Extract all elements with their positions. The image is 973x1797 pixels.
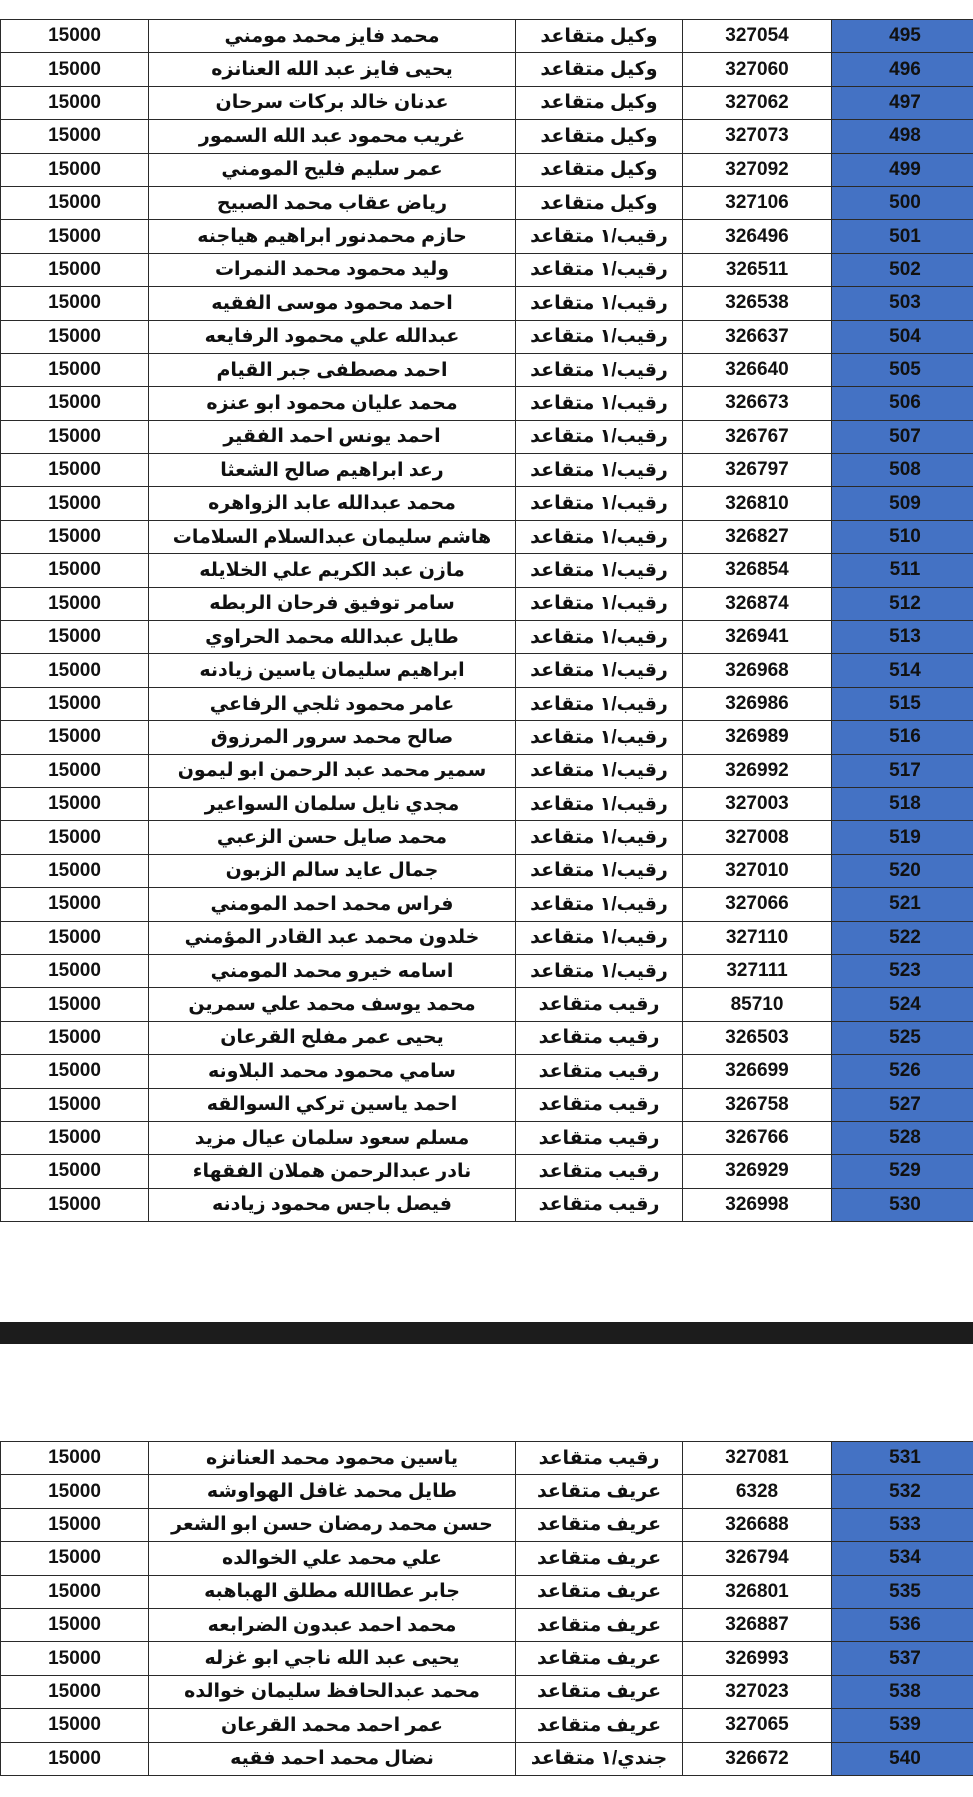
name-cell: نضال محمد احمد فقيه — [149, 1742, 516, 1775]
id-number-cell: 326998 — [683, 1188, 832, 1221]
name-cell: احمد مصطفى جبر القيام — [149, 353, 516, 386]
amount-cell: 15000 — [1, 554, 149, 587]
table-row — [1, 787, 973, 820]
id-number-cell: 326993 — [683, 1642, 832, 1675]
id-number-cell: 327010 — [683, 854, 832, 887]
sequence-number-cell: 539 — [832, 1709, 973, 1742]
id-number-cell: 326874 — [683, 587, 832, 620]
table-row — [1, 1155, 973, 1188]
rank-cell: رقيب/١ متقاعد — [516, 787, 683, 820]
table-row — [1, 20, 973, 53]
name-cell: اسامه خيرو محمد المومني — [149, 954, 516, 987]
sequence-number-cell: 537 — [832, 1642, 973, 1675]
table-row — [1, 253, 973, 286]
name-cell: حازم محمدنور ابراهيم هياجنه — [149, 220, 516, 253]
id-number-cell: 327054 — [683, 20, 832, 53]
table-row — [1, 1675, 973, 1708]
table-body — [1, 1442, 973, 1776]
amount-cell: 15000 — [1, 1155, 149, 1188]
amount-cell: 15000 — [1, 1642, 149, 1675]
amount-cell: 15000 — [1, 53, 149, 86]
table-row — [1, 1021, 973, 1054]
rank-cell: رقيب/١ متقاعد — [516, 253, 683, 286]
name-cell: رعد ابراهيم صالح الشعثا — [149, 454, 516, 487]
id-number-cell: 326699 — [683, 1055, 832, 1088]
amount-cell: 15000 — [1, 420, 149, 453]
table-row — [1, 954, 973, 987]
id-number-cell: 327023 — [683, 1675, 832, 1708]
amount-cell: 15000 — [1, 1542, 149, 1575]
id-number-cell: 326637 — [683, 320, 832, 353]
name-cell: سامر توفيق فرحان الربطه — [149, 587, 516, 620]
name-cell: ياسين محمود محمد العنانزه — [149, 1442, 516, 1475]
amount-cell: 15000 — [1, 454, 149, 487]
sequence-number-cell: 509 — [832, 487, 973, 520]
sequence-number-cell: 513 — [832, 621, 973, 654]
table-row — [1, 1709, 973, 1742]
rank-cell: عريف متقاعد — [516, 1575, 683, 1608]
rank-cell: رقيب متقاعد — [516, 1442, 683, 1475]
amount-cell: 15000 — [1, 854, 149, 887]
rank-cell: جندي/١ متقاعد — [516, 1742, 683, 1775]
name-cell: محمد احمد عبدون الضرابعه — [149, 1608, 516, 1641]
rank-cell: عريف متقاعد — [516, 1608, 683, 1641]
rank-cell: رقيب/١ متقاعد — [516, 487, 683, 520]
retirees-table-top — [0, 19, 973, 1222]
amount-cell: 15000 — [1, 1088, 149, 1121]
id-number-cell: 327062 — [683, 86, 832, 119]
name-cell: مجدي نايل سلمان السواعير — [149, 787, 516, 820]
name-cell: حسن محمد رمضان حسن ابو الشعر — [149, 1508, 516, 1541]
id-number-cell: 326797 — [683, 454, 832, 487]
name-cell: رياض عقاب محمد الصبيح — [149, 186, 516, 219]
rank-cell: رقيب/١ متقاعد — [516, 654, 683, 687]
sequence-number-cell: 540 — [832, 1742, 973, 1775]
table-row — [1, 287, 973, 320]
sequence-number-cell: 520 — [832, 854, 973, 887]
id-number-cell: 327110 — [683, 921, 832, 954]
amount-cell: 15000 — [1, 754, 149, 787]
amount-cell: 15000 — [1, 220, 149, 253]
rank-cell: رقيب متقاعد — [516, 1188, 683, 1221]
rank-cell: رقيب/١ متقاعد — [516, 754, 683, 787]
table-row — [1, 153, 973, 186]
rank-cell: رقيب/١ متقاعد — [516, 687, 683, 720]
rank-cell: عريف متقاعد — [516, 1475, 683, 1508]
name-cell: عمر احمد محمد القرعان — [149, 1709, 516, 1742]
amount-cell: 15000 — [1, 287, 149, 320]
amount-cell: 15000 — [1, 1709, 149, 1742]
amount-cell: 15000 — [1, 86, 149, 119]
amount-cell: 15000 — [1, 1475, 149, 1508]
rank-cell: عريف متقاعد — [516, 1642, 683, 1675]
sequence-number-cell: 510 — [832, 520, 973, 553]
rank-cell: رقيب متقاعد — [516, 1088, 683, 1121]
table-row — [1, 1121, 973, 1154]
id-number-cell: 327065 — [683, 1709, 832, 1742]
name-cell: محمد عبدالحافظ سليمان خوالده — [149, 1675, 516, 1708]
name-cell: يحيى عبد الله ناجي ابو غزله — [149, 1642, 516, 1675]
id-number-cell: 326511 — [683, 253, 832, 286]
table-row — [1, 220, 973, 253]
amount-cell: 15000 — [1, 120, 149, 153]
amount-cell: 15000 — [1, 721, 149, 754]
table-row — [1, 1575, 973, 1608]
name-cell: احمد محمود موسى الفقيه — [149, 287, 516, 320]
name-cell: احمد يونس احمد الفقير — [149, 420, 516, 453]
id-number-cell: 326767 — [683, 420, 832, 453]
id-number-cell: 326758 — [683, 1088, 832, 1121]
rank-cell: عريف متقاعد — [516, 1508, 683, 1541]
table-row — [1, 186, 973, 219]
id-number-cell: 327008 — [683, 821, 832, 854]
name-cell: فيصل باجس محمود زيادنه — [149, 1188, 516, 1221]
sequence-number-cell: 532 — [832, 1475, 973, 1508]
sequence-number-cell: 508 — [832, 454, 973, 487]
sequence-number-cell: 531 — [832, 1442, 973, 1475]
rank-cell: رقيب/١ متقاعد — [516, 220, 683, 253]
sequence-number-cell: 511 — [832, 554, 973, 587]
table-row — [1, 1542, 973, 1575]
sequence-number-cell: 506 — [832, 387, 973, 420]
id-number-cell: 85710 — [683, 988, 832, 1021]
rank-cell: وكيل متقاعد — [516, 53, 683, 86]
table-row — [1, 86, 973, 119]
sequence-number-cell: 515 — [832, 687, 973, 720]
rank-cell: وكيل متقاعد — [516, 186, 683, 219]
amount-cell: 15000 — [1, 587, 149, 620]
id-number-cell: 326929 — [683, 1155, 832, 1188]
table-body — [1, 20, 973, 1222]
table-row — [1, 1642, 973, 1675]
table-row — [1, 353, 973, 386]
amount-cell: 15000 — [1, 186, 149, 219]
id-number-cell: 326640 — [683, 353, 832, 386]
table-row — [1, 854, 973, 887]
table-row — [1, 520, 973, 553]
sequence-number-cell: 535 — [832, 1575, 973, 1608]
amount-cell: 15000 — [1, 487, 149, 520]
sequence-number-cell: 504 — [832, 320, 973, 353]
sequence-number-cell: 517 — [832, 754, 973, 787]
name-cell: جمال عايد سالم الزبون — [149, 854, 516, 887]
sequence-number-cell: 533 — [832, 1508, 973, 1541]
id-number-cell: 326887 — [683, 1608, 832, 1641]
rank-cell: عريف متقاعد — [516, 1675, 683, 1708]
retirees-table-bottom — [0, 1441, 973, 1776]
id-number-cell: 327081 — [683, 1442, 832, 1475]
rank-cell: رقيب/١ متقاعد — [516, 587, 683, 620]
id-number-cell: 326989 — [683, 721, 832, 754]
id-number-cell: 326827 — [683, 520, 832, 553]
name-cell: عامر محمود ثلجي الرفاعي — [149, 687, 516, 720]
amount-cell: 15000 — [1, 621, 149, 654]
amount-cell: 15000 — [1, 1121, 149, 1154]
table-row — [1, 1088, 973, 1121]
id-number-cell: 326810 — [683, 487, 832, 520]
amount-cell: 15000 — [1, 888, 149, 921]
rank-cell: رقيب/١ متقاعد — [516, 353, 683, 386]
sequence-number-cell: 526 — [832, 1055, 973, 1088]
sequence-number-cell: 516 — [832, 721, 973, 754]
name-cell: نادر عبدالرحمن هملان الفقهاء — [149, 1155, 516, 1188]
amount-cell: 15000 — [1, 954, 149, 987]
rank-cell: عريف متقاعد — [516, 1542, 683, 1575]
sequence-number-cell: 519 — [832, 821, 973, 854]
amount-cell: 15000 — [1, 520, 149, 553]
id-number-cell: 326503 — [683, 1021, 832, 1054]
rank-cell: رقيب/١ متقاعد — [516, 420, 683, 453]
id-number-cell: 327066 — [683, 888, 832, 921]
sequence-number-cell: 528 — [832, 1121, 973, 1154]
id-number-cell: 326794 — [683, 1542, 832, 1575]
rank-cell: رقيب/١ متقاعد — [516, 287, 683, 320]
sequence-number-cell: 500 — [832, 186, 973, 219]
rank-cell: وكيل متقاعد — [516, 153, 683, 186]
amount-cell: 15000 — [1, 1055, 149, 1088]
amount-cell: 15000 — [1, 1508, 149, 1541]
table-row — [1, 454, 973, 487]
rank-cell: رقيب متقاعد — [516, 1155, 683, 1188]
sequence-number-cell: 522 — [832, 921, 973, 954]
id-number-cell: 326992 — [683, 754, 832, 787]
id-number-cell: 326672 — [683, 1742, 832, 1775]
rank-cell: رقيب/١ متقاعد — [516, 721, 683, 754]
table-row — [1, 921, 973, 954]
sequence-number-cell: 507 — [832, 420, 973, 453]
amount-cell: 15000 — [1, 988, 149, 1021]
sequence-number-cell: 527 — [832, 1088, 973, 1121]
name-cell: مسلم سعود سلمان عيال مزيد — [149, 1121, 516, 1154]
name-cell: محمد صايل حسن الزعبي — [149, 821, 516, 854]
name-cell: فراس محمد احمد المومني — [149, 888, 516, 921]
rank-cell: وكيل متقاعد — [516, 86, 683, 119]
id-number-cell: 326673 — [683, 387, 832, 420]
sequence-number-cell: 497 — [832, 86, 973, 119]
sequence-number-cell: 538 — [832, 1675, 973, 1708]
id-number-cell: 326688 — [683, 1508, 832, 1541]
sequence-number-cell: 514 — [832, 654, 973, 687]
amount-cell: 15000 — [1, 353, 149, 386]
id-number-cell: 326854 — [683, 554, 832, 587]
name-cell: محمد عليان محمود ابو عنزه — [149, 387, 516, 420]
amount-cell: 15000 — [1, 20, 149, 53]
table-row — [1, 487, 973, 520]
table-row — [1, 821, 973, 854]
rank-cell: رقيب متقاعد — [516, 1055, 683, 1088]
name-cell: علي محمد علي الخوالده — [149, 1542, 516, 1575]
table-row — [1, 420, 973, 453]
rank-cell: رقيب/١ متقاعد — [516, 621, 683, 654]
id-number-cell: 327106 — [683, 186, 832, 219]
name-cell: احمد ياسين تركي السوالقه — [149, 1088, 516, 1121]
name-cell: طايل عبدالله محمد الحراوي — [149, 621, 516, 654]
rank-cell: رقيب/١ متقاعد — [516, 954, 683, 987]
name-cell: عدنان خالد بركات سرحان — [149, 86, 516, 119]
rank-cell: وكيل متقاعد — [516, 120, 683, 153]
id-number-cell: 327003 — [683, 787, 832, 820]
id-number-cell: 327073 — [683, 120, 832, 153]
amount-cell: 15000 — [1, 654, 149, 687]
rank-cell: رقيب/١ متقاعد — [516, 821, 683, 854]
sequence-number-cell: 502 — [832, 253, 973, 286]
sequence-number-cell: 512 — [832, 587, 973, 620]
table-row — [1, 1508, 973, 1541]
table-row — [1, 754, 973, 787]
id-number-cell: 326801 — [683, 1575, 832, 1608]
sequence-number-cell: 525 — [832, 1021, 973, 1054]
sequence-number-cell: 523 — [832, 954, 973, 987]
id-number-cell: 326766 — [683, 1121, 832, 1154]
name-cell: صالح محمد سرور المرزوق — [149, 721, 516, 754]
id-number-cell: 327092 — [683, 153, 832, 186]
amount-cell: 15000 — [1, 1742, 149, 1775]
sequence-number-cell: 496 — [832, 53, 973, 86]
table-row — [1, 587, 973, 620]
amount-cell: 15000 — [1, 320, 149, 353]
name-cell: طايل محمد غافل الهواوشه — [149, 1475, 516, 1508]
table-row — [1, 687, 973, 720]
rank-cell: رقيب/١ متقاعد — [516, 320, 683, 353]
section-divider-band — [0, 1322, 973, 1344]
name-cell: سمير محمد عبد الرحمن ابو ليمون — [149, 754, 516, 787]
name-cell: جابر عطاالله مطلق الهباهبه — [149, 1575, 516, 1608]
table-row — [1, 1742, 973, 1775]
name-cell: محمد عبدالله عابد الزواهره — [149, 487, 516, 520]
sequence-number-cell: 499 — [832, 153, 973, 186]
name-cell: عبدالله علي محمود الرفايعه — [149, 320, 516, 353]
table-row — [1, 554, 973, 587]
sequence-number-cell: 536 — [832, 1608, 973, 1641]
rank-cell: رقيب/١ متقاعد — [516, 554, 683, 587]
table-row — [1, 888, 973, 921]
sequence-number-cell: 521 — [832, 888, 973, 921]
amount-cell: 15000 — [1, 1021, 149, 1054]
id-number-cell: 326496 — [683, 220, 832, 253]
table-row — [1, 387, 973, 420]
amount-cell: 15000 — [1, 1675, 149, 1708]
rank-cell: رقيب/١ متقاعد — [516, 387, 683, 420]
name-cell: سامي محمود محمد البلاونه — [149, 1055, 516, 1088]
sequence-number-cell: 530 — [832, 1188, 973, 1221]
name-cell: عمر سليم فليح المومني — [149, 153, 516, 186]
id-number-cell: 327111 — [683, 954, 832, 987]
name-cell: هاشم سليمان عبدالسلام السلامات — [149, 520, 516, 553]
sequence-number-cell: 505 — [832, 353, 973, 386]
amount-cell: 15000 — [1, 1188, 149, 1221]
sequence-number-cell: 495 — [832, 20, 973, 53]
rank-cell: وكيل متقاعد — [516, 20, 683, 53]
name-cell: وليد محمود محمد النمرات — [149, 253, 516, 286]
rank-cell: رقيب/١ متقاعد — [516, 888, 683, 921]
sequence-number-cell: 498 — [832, 120, 973, 153]
table-row — [1, 320, 973, 353]
rank-cell: عريف متقاعد — [516, 1709, 683, 1742]
table-row — [1, 621, 973, 654]
table-row — [1, 654, 973, 687]
name-cell: محمد يوسف محمد علي سمرين — [149, 988, 516, 1021]
sequence-number-cell: 534 — [832, 1542, 973, 1575]
amount-cell: 15000 — [1, 1575, 149, 1608]
sequence-number-cell: 501 — [832, 220, 973, 253]
id-number-cell: 6328 — [683, 1475, 832, 1508]
sequence-number-cell: 529 — [832, 1155, 973, 1188]
rank-cell: رقيب متقاعد — [516, 1021, 683, 1054]
rank-cell: رقيب متقاعد — [516, 988, 683, 1021]
sequence-number-cell: 524 — [832, 988, 973, 1021]
table-row — [1, 1055, 973, 1088]
amount-cell: 15000 — [1, 387, 149, 420]
id-number-cell: 326941 — [683, 621, 832, 654]
name-cell: ابراهيم سليمان ياسين زيادنه — [149, 654, 516, 687]
name-cell: غريب محمود عبد الله السمور — [149, 120, 516, 153]
rank-cell: رقيب/١ متقاعد — [516, 921, 683, 954]
table-row — [1, 721, 973, 754]
sequence-number-cell: 503 — [832, 287, 973, 320]
table-row — [1, 53, 973, 86]
table-row — [1, 1188, 973, 1221]
id-number-cell: 326986 — [683, 687, 832, 720]
amount-cell: 15000 — [1, 253, 149, 286]
amount-cell: 15000 — [1, 921, 149, 954]
name-cell: محمد فايز محمد مومني — [149, 20, 516, 53]
rank-cell: رقيب/١ متقاعد — [516, 454, 683, 487]
name-cell: خلدون محمد عبد القادر المؤمني — [149, 921, 516, 954]
rank-cell: رقيب/١ متقاعد — [516, 520, 683, 553]
table-row — [1, 1475, 973, 1508]
table-row — [1, 988, 973, 1021]
id-number-cell: 327060 — [683, 53, 832, 86]
table-row — [1, 120, 973, 153]
amount-cell: 15000 — [1, 153, 149, 186]
amount-cell: 15000 — [1, 787, 149, 820]
amount-cell: 15000 — [1, 687, 149, 720]
table-row — [1, 1442, 973, 1475]
amount-cell: 15000 — [1, 821, 149, 854]
name-cell: يحيى عمر مفلح القرعان — [149, 1021, 516, 1054]
rank-cell: رقيب متقاعد — [516, 1121, 683, 1154]
table-row — [1, 1608, 973, 1641]
id-number-cell: 326538 — [683, 287, 832, 320]
name-cell: يحيى فايز عبد الله العنانزه — [149, 53, 516, 86]
amount-cell: 15000 — [1, 1442, 149, 1475]
id-number-cell: 326968 — [683, 654, 832, 687]
rank-cell: رقيب/١ متقاعد — [516, 854, 683, 887]
sequence-number-cell: 518 — [832, 787, 973, 820]
name-cell: مازن عبد الكريم علي الخلايله — [149, 554, 516, 587]
amount-cell: 15000 — [1, 1608, 149, 1641]
